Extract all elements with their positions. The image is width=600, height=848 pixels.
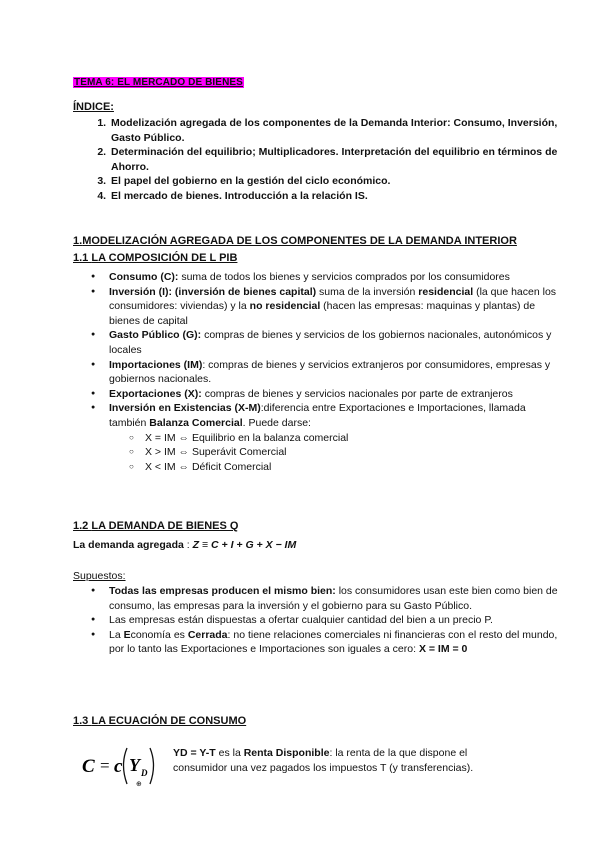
section-1-3-title: LA ECUACIÓN DE CONSUMO xyxy=(91,715,247,727)
list-item: ● Todas las empresas producen el mismo bien: los consumidores usan este bien como bien de consumo, las empresas para la inversión y el gobierno para su Gasto Público. xyxy=(109,584,559,613)
section-1-1-title: LA COMPOSICIÓN DE L PIB xyxy=(91,252,238,264)
section-1-2-title: LA DEMANDA DE BIENES Q xyxy=(91,520,239,532)
consumption-formula xyxy=(80,742,160,788)
formula-subscript: D xyxy=(141,768,148,778)
document-title-wrap xyxy=(73,72,244,90)
assumptions-label: Supuestos: xyxy=(73,570,126,582)
index-list xyxy=(73,116,579,203)
index-item: 1. Modelización agregada de los componentes de la Demanda Interior: Consumo, Inversión, Gasto Público. xyxy=(109,116,579,145)
formula-y: Y xyxy=(129,755,140,775)
right-paren xyxy=(150,748,154,784)
section-1-1-heading xyxy=(73,252,237,264)
index-item: 4. El mercado de bienes. Introducción a la relación IS. xyxy=(109,189,579,204)
section-1-number: 1. xyxy=(73,235,83,247)
formula-c-small: c xyxy=(114,756,123,777)
list-item: ● Importaciones (IM): compras de bienes y servicios extranjeros por consumidores, empresas y gobiernos nacionales. xyxy=(109,358,559,387)
formula-sign: ⊕ xyxy=(136,780,142,788)
trade-balance-list xyxy=(109,431,559,475)
list-item: ● La Economía es Cerrada: no tiene relaciones comerciales ni financieras con el resto del mundo, por lo tanto las Exportaciones e Importaciones son iguales a cero: X = IM = 0 xyxy=(109,628,559,657)
assumptions-list xyxy=(73,584,559,657)
section-1-3-heading xyxy=(73,715,246,727)
section-1-2-heading xyxy=(73,520,238,532)
left-paren xyxy=(124,748,128,784)
demand-formula: Z ≡ C + I + G + X − IM xyxy=(192,539,297,551)
section-1-3-number: 1.3 xyxy=(73,715,92,727)
list-item: ● Exportaciones (X): compras de bienes y servicios nacionales por parte de extranjeros xyxy=(109,387,559,402)
aggregate-demand-line: La demanda agregada : Z ≡ C + I + G + X − IM xyxy=(73,539,297,551)
list-item: ● Inversión en Existencias (X-M):diferencia entre Exportaciones e Importaciones, llamada también Balanza Comercial. Puede darse: ○ X = IM ⇔ Equilibrio en la balanza comercial ○ X > IM ⇔ Superávit Comercial ○ X < IM ⇔ Déficit Comercial xyxy=(109,401,559,474)
document-title: TEMA 6: EL MERCADO DE BIENES xyxy=(74,77,243,88)
section-1-1-number: 1.1 xyxy=(73,252,92,264)
formula-equals: = xyxy=(100,756,110,775)
section-1-heading xyxy=(73,235,517,247)
list-item: ● Las empresas están dispuestas a ofertar cualquier cantidad del bien a un precio P. xyxy=(109,613,559,628)
section-1-title: MODELIZACIÓN AGREGADA DE LOS COMPONENTES DE LA DEMANDA INTERIOR xyxy=(82,235,517,247)
index-item: 3. El papel del gobierno en la gestión del ciclo económico. xyxy=(109,174,579,189)
section-1-2-number: 1.2 xyxy=(73,520,92,532)
sub-list-item: ○ X = IM ⇔ Equilibrio en la balanza comercial xyxy=(145,431,559,446)
list-item: ● Inversión (I): (inversión de bienes capital) suma de la inversión residencial (la que hacen los consumidores: viviendas) y la no residencial (hacen las empresas: maquinas y plantas) de bienes de capital xyxy=(109,285,559,329)
gdp-components-list xyxy=(73,270,559,474)
sub-list-item: ○ X > IM ⇔ Superávit Comercial xyxy=(145,445,559,460)
sub-list-item: ○ X < IM ⇔ Déficit Comercial xyxy=(145,460,559,475)
index-item: 2. Determinación del equilibrio; Multiplicadores. Interpretación del equilibrio en términos de Ahorro. xyxy=(109,145,579,174)
list-item: ● Gasto Público (G): compras de bienes y servicios de los gobiernos nacionales, autonómicos y locales xyxy=(109,328,559,357)
formula-c: C xyxy=(82,756,95,777)
list-item: ● Consumo (C): suma de todos los bienes y servicios comprados por los consumidores xyxy=(109,270,559,285)
demand-label: La demanda agregada xyxy=(73,539,184,551)
disposable-income-text: YD = Y-T es la Renta Disponible: la renta de la que dispone el consumidor una vez pagados los impuestos T (y transferencias). xyxy=(173,747,474,774)
index-heading: ÍNDICE: xyxy=(73,101,114,113)
